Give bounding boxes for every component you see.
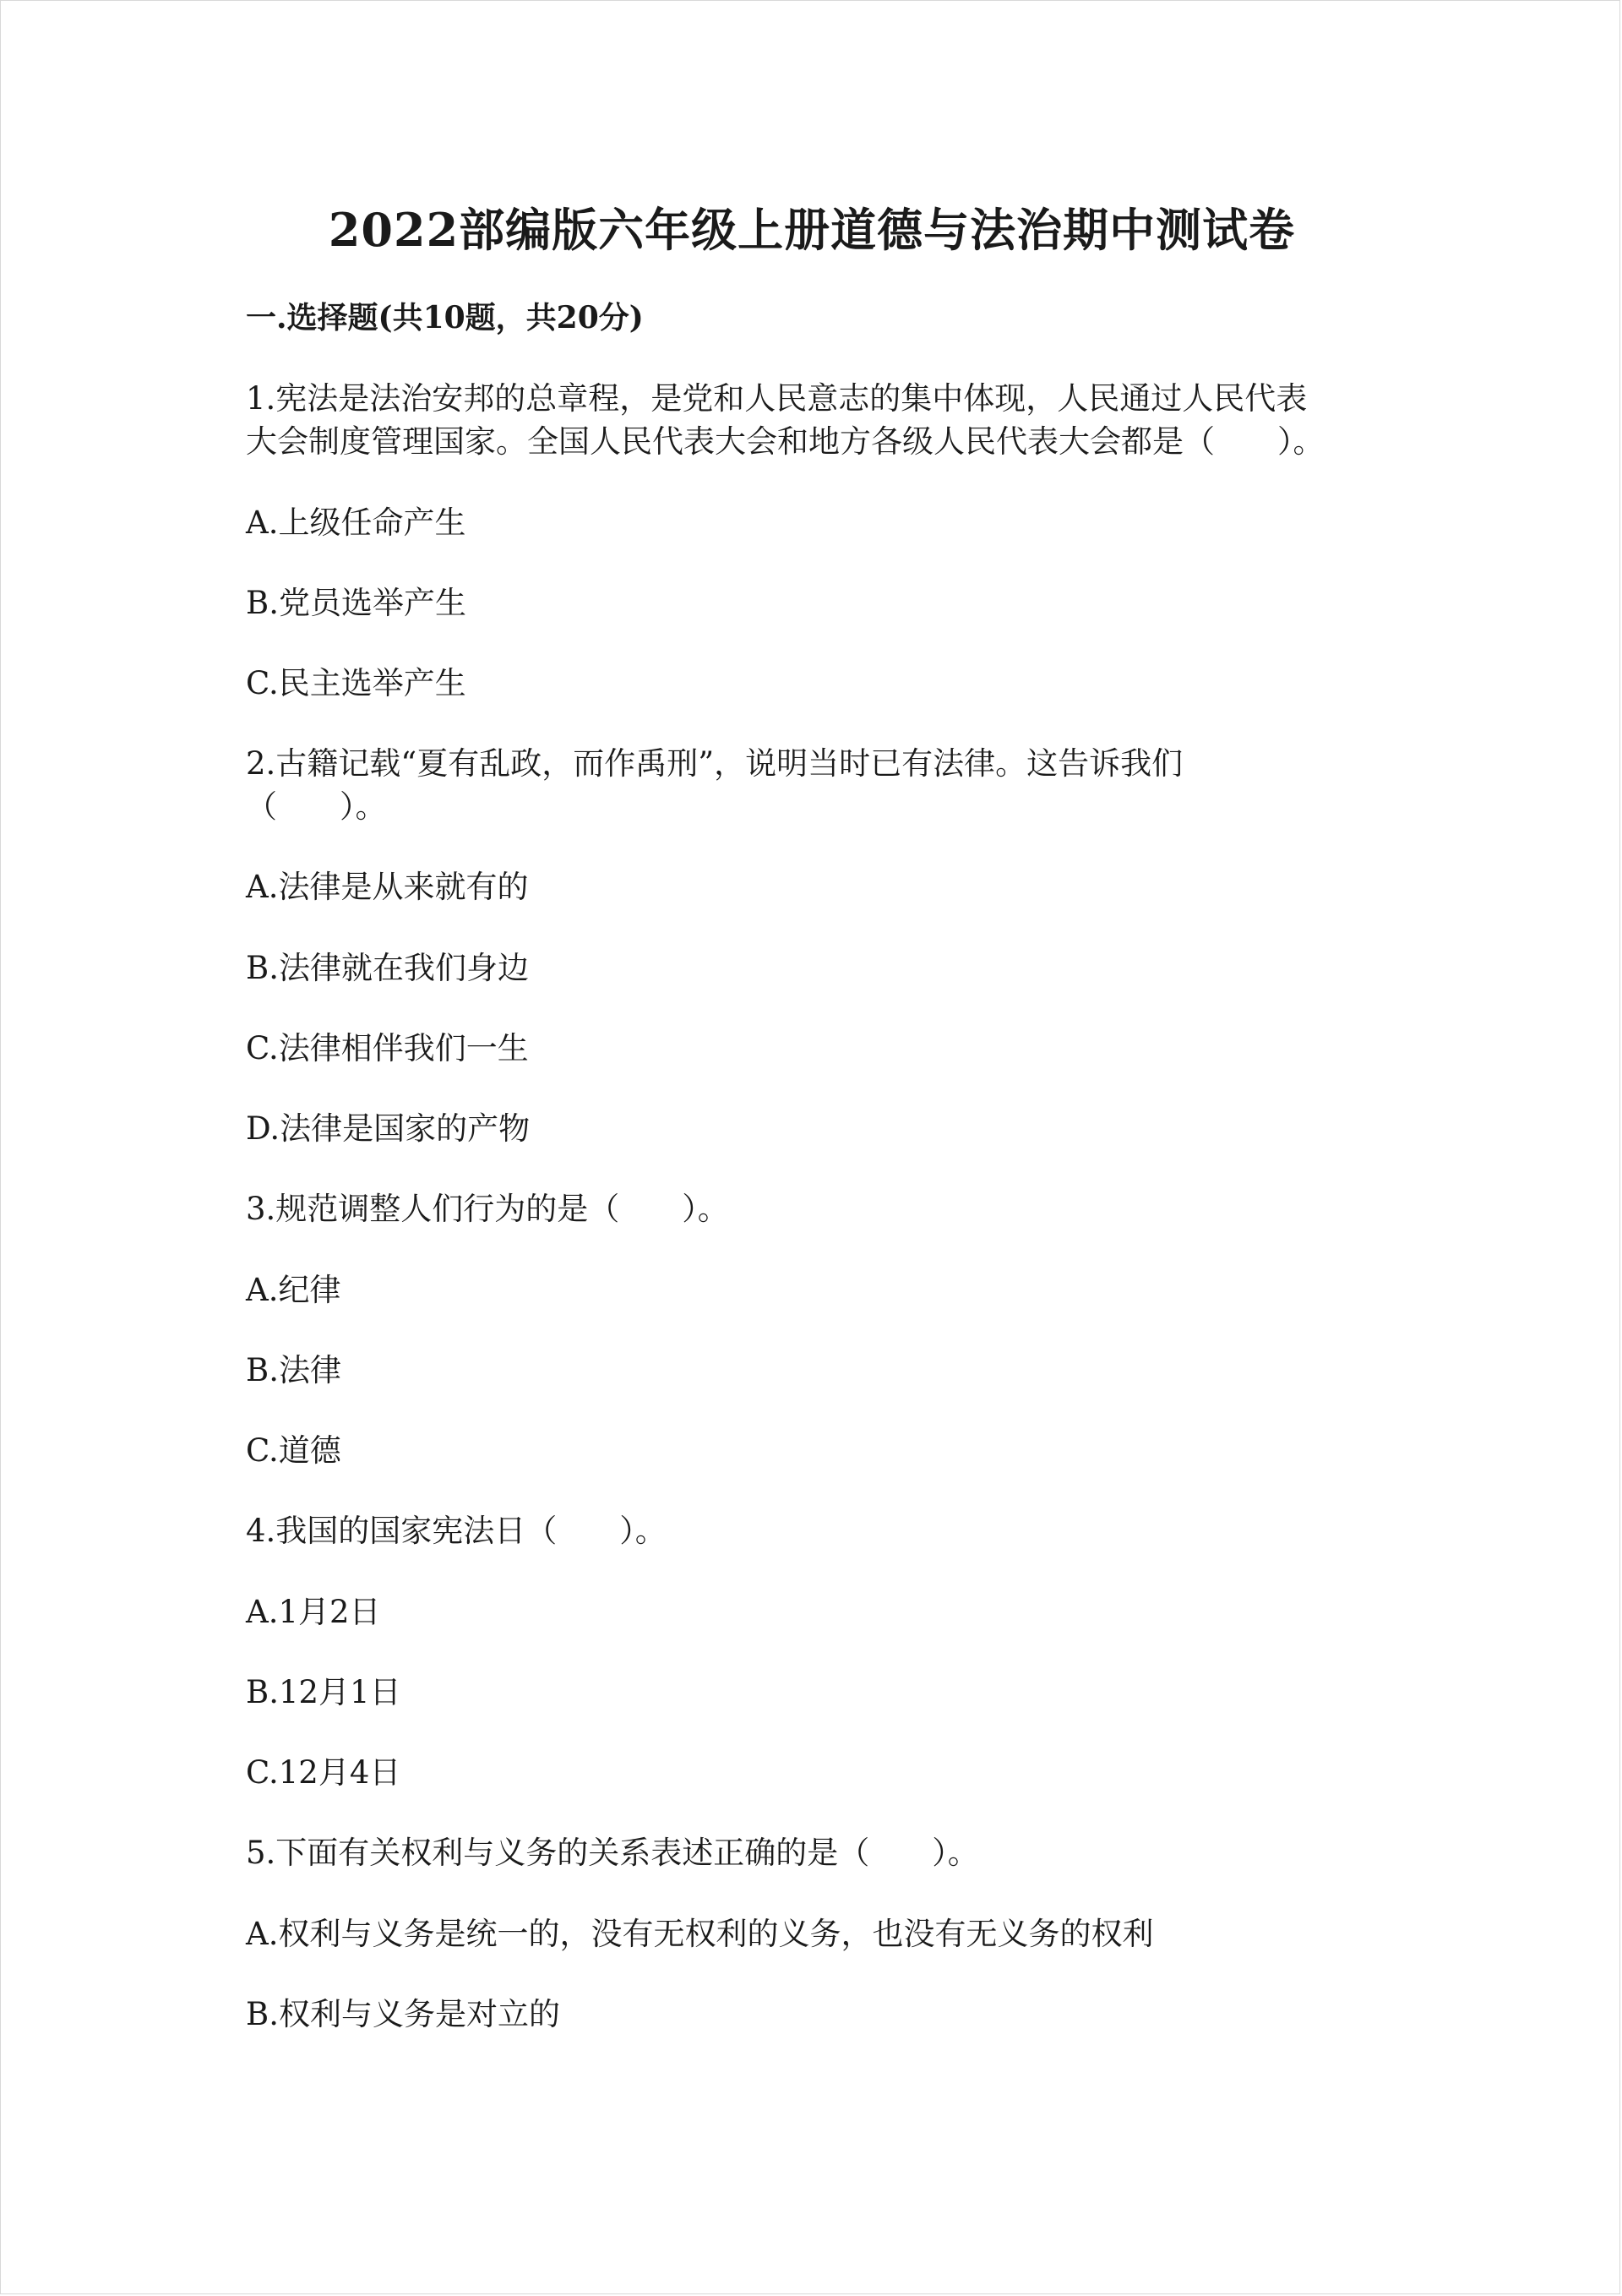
answer-option: B.12月1日 [246,1674,401,1710]
answer-option: B.法律 [246,1352,341,1388]
answer-option: D.法律是国家的产物 [246,1110,531,1147]
page-title: 2022部编版六年级上册道德与法治期中测试卷 [328,203,1296,257]
question-text: （ ）。 [246,788,387,825]
answer-option: C.民主选举产生 [246,665,466,701]
answer-option: C.法律相伴我们一生 [246,1030,529,1066]
question-text: 5.下面有关权利与义务的关系表述正确的是（ ）。 [246,1835,979,1871]
question-text: 1.宪法是法治安邦的总章程，是党和人民意志的集中体现，人民通过人民代表 [246,380,1308,417]
section-heading: 一.选择题(共10题，共20分) [246,300,644,335]
answer-option: A.1月2日 [246,1594,381,1630]
answer-option: B.权利与义务是对立的 [246,1996,560,2032]
question-text: 大会制度管理国家。全国人民代表大会和地方各级人民代表大会都是（ ）。 [246,423,1325,460]
answer-option: A.纪律 [246,1272,341,1308]
question-text: 2.古籍记载“夏有乱政，而作禹刑”，说明当时已有法律。这告诉我们 [246,745,1184,782]
answer-option: B.法律就在我们身边 [246,950,529,986]
question-text: 3.规范调整人们行为的是（ ）。 [246,1191,729,1227]
answer-option: A.上级任命产生 [246,504,466,541]
question-text: 4.我国的国家宪法日（ ）。 [246,1513,667,1549]
answer-option: B.党员选举产生 [246,585,466,621]
answer-option: C.12月4日 [246,1754,401,1791]
answer-option: A.法律是从来就有的 [246,869,529,905]
answer-option: C.道德 [246,1432,341,1469]
answer-option: A.权利与义务是统一的，没有无权利的义务，也没有无义务的权利 [246,1916,1154,1952]
